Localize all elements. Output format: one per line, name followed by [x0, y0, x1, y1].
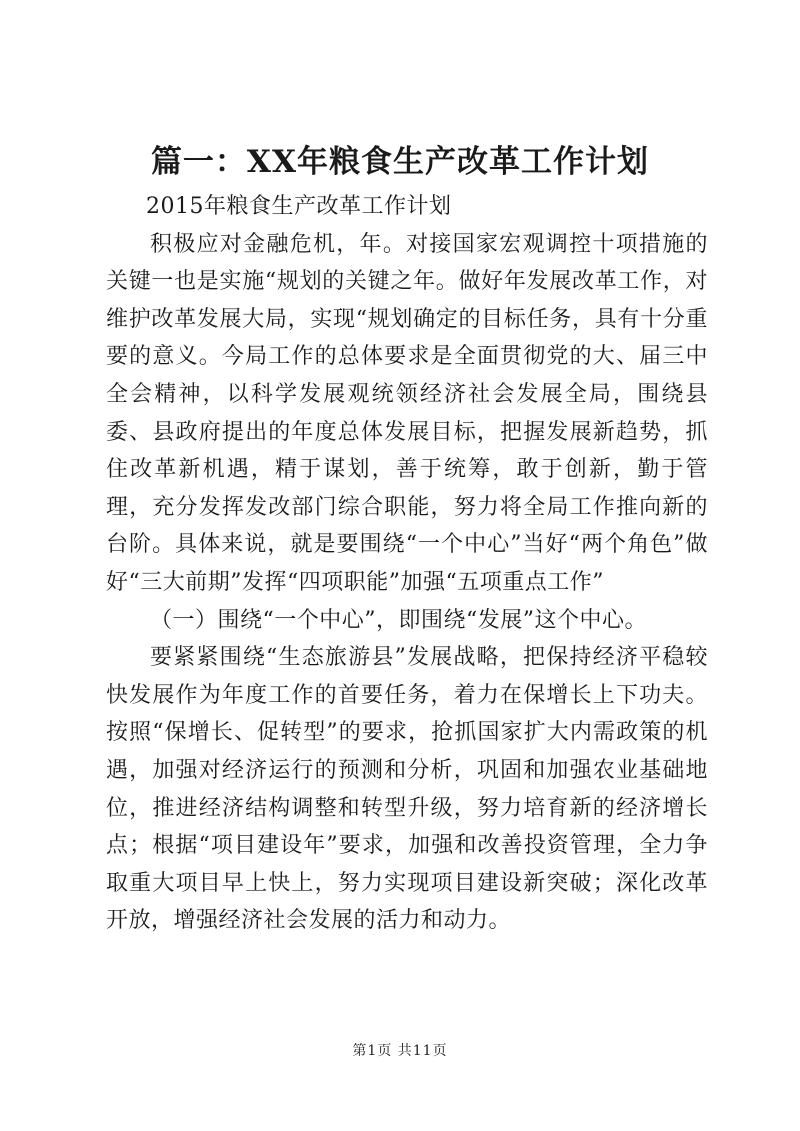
- section-heading-1: （一）围绕“一个中心”，即围绕“发展”这个中心。: [150, 607, 647, 633]
- page-footer: 第1页 共11页: [352, 1043, 448, 1059]
- paragraph-section-1: 要紧紧围绕“生态旅游县”发展战略，把保持经济平稳较快发展作为年度工作的首要任务，着力在保增长上下功夫。按照“保增长、促转型”的要求，抢抓国家扩大内需政策的机遇，加强对经济运行的预测和分析，巩固和加强农业基础地位，推进经济结构调整和转型升级，努力培育新的经济增长点；根据“项目建设年”要求，加强和改善投资管理，全力争取重大项目早上快上，努力实现项目建设新突破；深化改革开放，增强经济社会发展的活力和动力。: [106, 645, 708, 934]
- paragraph-intro: 积极应对金融危机，年。对接国家宏观调控十项措施的关键一也是实施“规划的关键之年。做好年发展改革工作，对维护改革发展大局，实现“规划确定的目标任务，具有十分重要的意义。今局工作的总体要求是全面贯彻党的大、届三中全会精神，以科学发展观统领经济社会发展全局，围绕县委、县政府提出的年度总体发展目标，把握发展新趋势，抓住改革新机遇，精于谋划，善于统筹，敢于创新，勤于管理，充分发挥发改部门综合职能，努力将全局工作推向新的台阶。具体来说，就是要围绕“一个中心”当好“两个角色”做好“三大前期”发挥“四项职能”加强“五项重点工作”: [106, 231, 708, 595]
- document-body: [106, 188, 708, 940]
- document-subtitle: 2015年粮食生产改革工作计划: [146, 194, 452, 219]
- document-title: 篇一：XX年粮食生产改革工作计划: [150, 144, 650, 180]
